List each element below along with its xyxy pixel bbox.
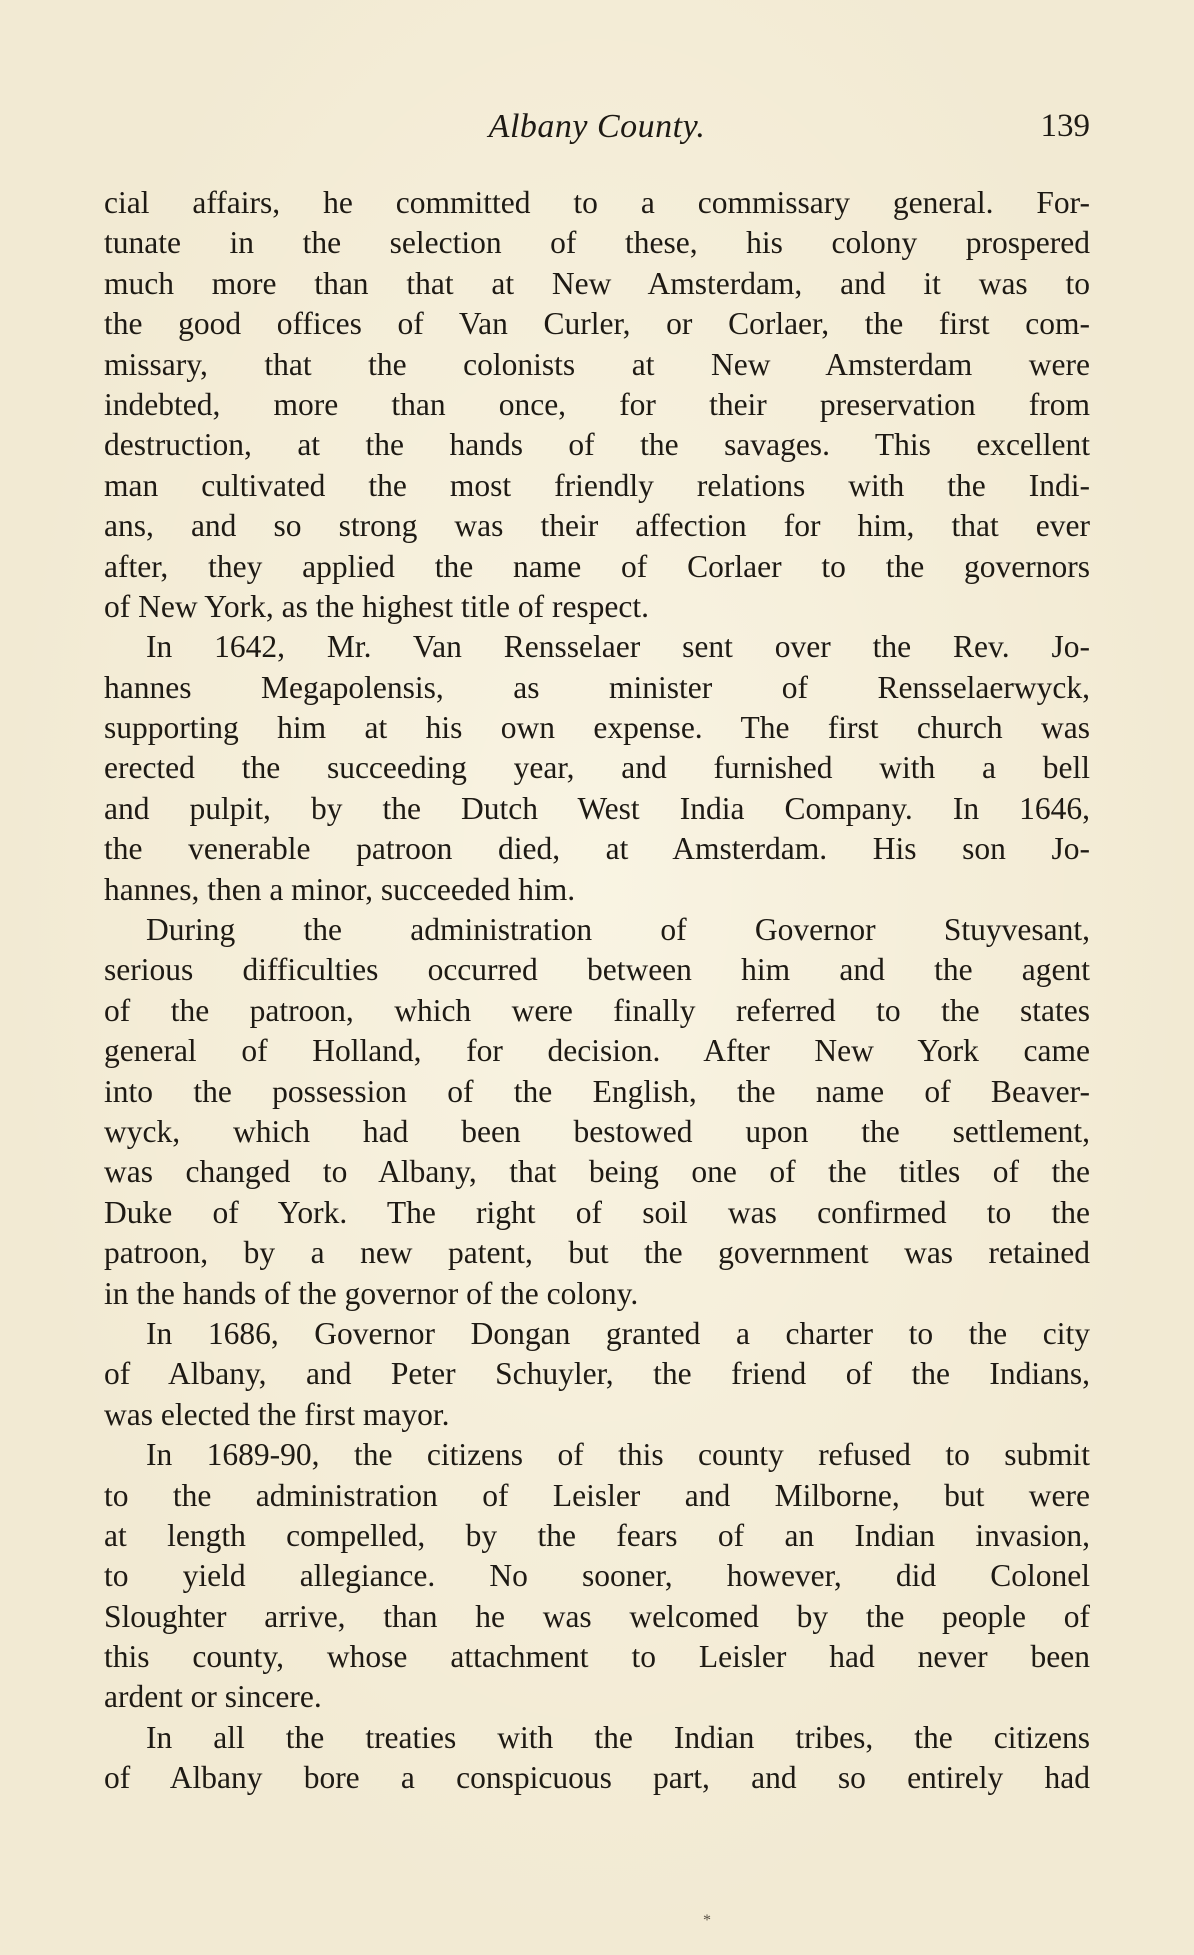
text-line: ardent or sincere. [104,1679,322,1715]
text-line: much more than that at New Amsterdam, and it was to [104,265,1090,301]
running-title: Albany County. [488,108,706,145]
text-line: hannes, then a minor, succeeded him. [104,871,576,907]
text-line: hannes Megapolensis, as minister of Rensselaerwyck, [104,669,1090,705]
text-line: and pulpit, by the Dutch West India Company. In 1646, [104,790,1090,826]
text-line: supporting him at his own expense. The first church was [104,710,1090,746]
text-line: cial affairs, he committed to a commissary general. For- [104,185,1090,220]
text-line: in the hands of the governor of the colony. [104,1275,639,1311]
text-line: Sloughter arrive, than he was welcomed by the people of [104,1598,1090,1634]
text-line: this county, whose attachment to Leisler had never been [104,1639,1090,1675]
text-line: was changed to Albany, that being one of the titles of the [104,1154,1090,1190]
text-line: serious difficulties occurred between him and the agent [104,952,1090,988]
text-line: was elected the first mayor. [104,1396,450,1432]
text-line: into the possession of the English, the name of Beaver- [104,1073,1090,1109]
text-line: man cultivated the most friendly relations with the Indi- [104,467,1090,503]
text-line: ans, and so strong was their affection for him, that ever [104,508,1090,544]
text-line: During the administration of Governor Stuyvesant, [146,912,1090,948]
footer-mark: * [703,1912,711,1929]
text-line: In 1686, Governor Dongan granted a charter to the city [146,1315,1090,1351]
text-line: after, they applied the name of Corlaer to the governors [104,548,1090,584]
text-line: patroon, by a new patent, but the government was retained [104,1235,1090,1271]
text-line: tunate in the selection of these, his colony prospered [104,225,1090,261]
text-line: In 1689-90, the citizens of this county refused to submit [146,1437,1090,1473]
text-line: indebted, more than once, for their preservation from [104,386,1090,422]
text-line: general of Holland, for decision. After New York came [104,1033,1090,1069]
text-line: destruction, at the hands of the savages. This excellent [104,427,1090,463]
text-line: In all the treaties with the Indian tribes, the citizens [146,1719,1090,1755]
text-line: to yield allegiance. No sooner, however, did Colonel [104,1558,1090,1594]
page-number: 139 [1040,108,1090,144]
text-line: In 1642, Mr. Van Rensselaer sent over the Rev. Jo- [146,629,1090,665]
body-text [104,183,1090,1799]
text-line: the good offices of Van Curler, or Corlaer, the first com- [104,306,1090,342]
text-line: of New York, as the highest title of respect. [104,588,650,624]
text-line: wyck, which had been bestowed upon the settlement, [104,1113,1090,1149]
text-line: Duke of York. The right of soil was confirmed to the [104,1194,1090,1230]
text-line: at length compelled, by the fears of an Indian invasion, [104,1517,1090,1553]
text-line: erected the succeeding year, and furnished with a bell [104,750,1090,786]
text-line: of the patroon, which were finally referred to the states [104,992,1090,1028]
text-line: missary, that the colonists at New Amsterdam were [104,346,1090,382]
text-line: of Albany bore a conspicuous part, and so entirely had [104,1760,1090,1796]
text-line: of Albany, and Peter Schuyler, the friend of the Indians, [104,1356,1090,1392]
running-head [104,108,1090,152]
text-line: the venerable patroon died, at Amsterdam. His son Jo- [104,831,1090,867]
text-line: to the administration of Leisler and Milborne, but were [104,1477,1090,1513]
